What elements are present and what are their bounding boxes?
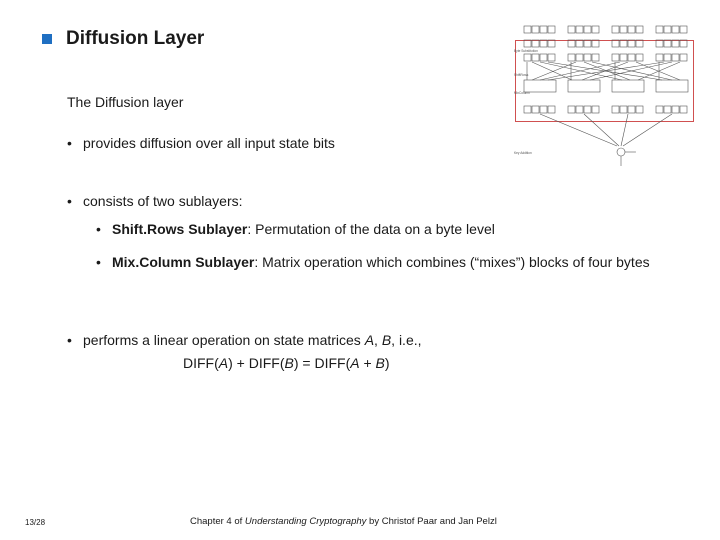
term-shiftrows: Shift.Rows Sublayer: [112, 221, 248, 237]
bullet-dot: •: [67, 193, 72, 209]
shiftrows-wiring: [527, 62, 680, 80]
sub-bullet-mixcolumn: [96, 250, 656, 274]
title-row: [42, 28, 204, 50]
bullet-linear: [67, 332, 422, 348]
sub-bullet-text: [112, 250, 650, 274]
key-addition-wiring: [540, 114, 672, 166]
sub-bullet-desc: : Matrix operation which combines (“mixes”) blocks of four bytes: [254, 254, 650, 270]
bullet-dot: •: [67, 332, 72, 348]
intro-text: The Diffusion layer: [67, 94, 184, 110]
footer-citation: Chapter 4 of Understanding Cryptography by Christof Paar and Jan Pelzl: [190, 516, 497, 527]
bullet-dot: •: [96, 221, 101, 237]
output-bytes: [524, 106, 687, 113]
label-mix-column: MixColumn: [514, 91, 530, 95]
bullet-sublayers: [67, 193, 243, 209]
label-key-addition: Key Addition: [514, 151, 532, 155]
term-mixcolumn: Mix.Column Sublayer: [112, 254, 255, 270]
shiftrows-input-bytes: [524, 54, 687, 61]
sbox-row: [524, 40, 687, 47]
bullet-text: consists of two sublayers:: [83, 193, 243, 209]
diff-equation: DIFF(A) + DIFF(B) = DIFF(A + B): [183, 355, 390, 371]
sub-bullet-text: [112, 221, 495, 237]
bullet-diffusion: [67, 135, 335, 151]
page-number: 13/28: [25, 518, 46, 527]
bullet-dot: •: [96, 254, 101, 270]
aes-round-diagram: [512, 18, 702, 168]
label-shift-rows: ShiftRows: [514, 73, 529, 77]
sub-bullet-shiftrows: [96, 221, 495, 237]
title-bullet-square: [42, 34, 52, 44]
bullet-text: provides diffusion over all input state bits: [83, 135, 335, 151]
label-byte-substitution: Byte Substitution: [514, 49, 538, 53]
slide-title: Diffusion Layer: [66, 28, 205, 49]
sub-bullet-desc: : Permutation of the data on a byte level: [247, 221, 495, 237]
mixcolumn-boxes: [524, 80, 688, 92]
input-bytes: [524, 26, 687, 33]
bullet-text: performs a linear operation on state matrices A, B, i.e.,: [83, 332, 422, 348]
bullet-dot: •: [67, 135, 72, 151]
